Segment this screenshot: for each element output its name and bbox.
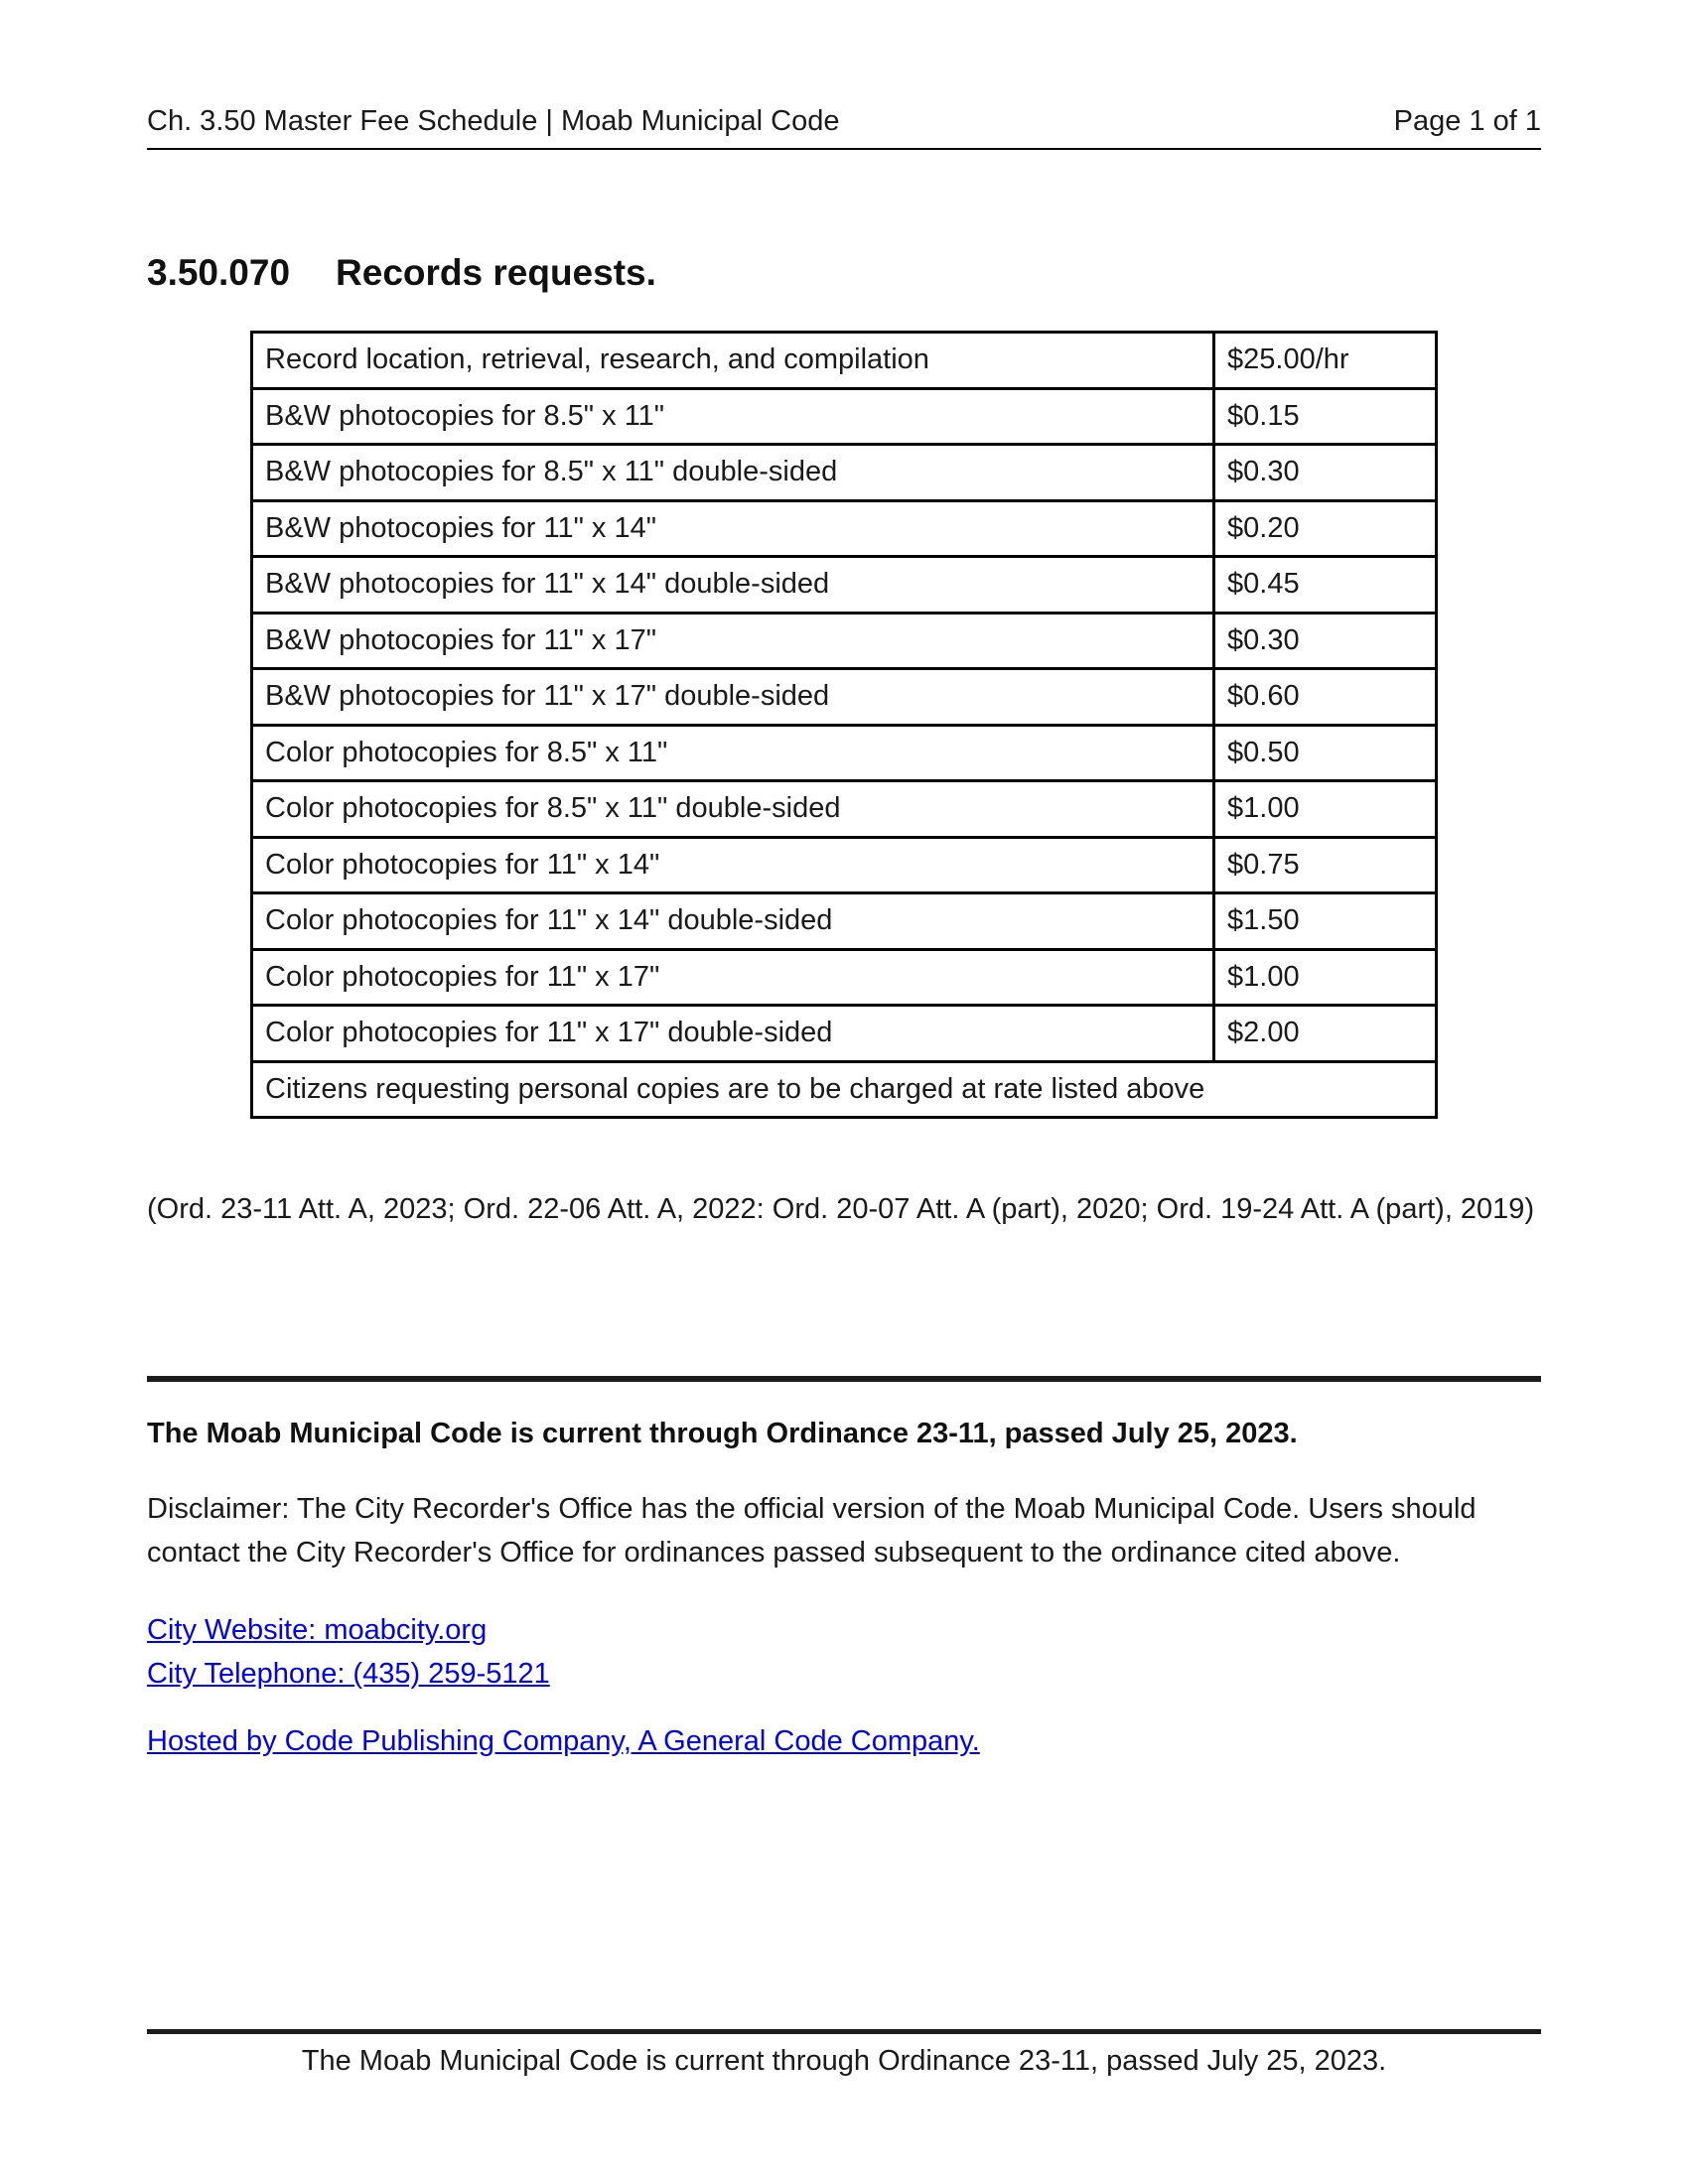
fee-amount-cell: $0.60 — [1214, 669, 1437, 726]
section-title — [147, 252, 656, 294]
code-publishing-link[interactable]: Hosted by Code Publishing Company, A General Code Company. — [147, 1725, 980, 1757]
hosted-by — [147, 1725, 980, 1758]
fee-amount-cell: $25.00/hr — [1214, 333, 1437, 389]
section-number: 3.50.070 — [147, 252, 291, 293]
table-row — [252, 500, 1437, 557]
table-row — [252, 669, 1437, 726]
table-row — [252, 949, 1437, 1006]
fee-amount-cell: $0.50 — [1214, 725, 1437, 781]
city-telephone-link[interactable]: City Telephone: (435) 259-5121 — [147, 1658, 550, 1690]
table-row — [252, 388, 1437, 445]
fee-item-cell: Color photocopies for 11" x 17" — [252, 949, 1214, 1006]
city-website-link[interactable]: City Website: moabcity.org — [147, 1614, 488, 1646]
footer-statement: The Moab Municipal Code is current through Ordinance 23-11, passed July 25, 2023. — [301, 2045, 1387, 2077]
header-divider — [147, 148, 1541, 150]
table-row — [252, 837, 1437, 893]
ordinance-history: (Ord. 23-11 Att. A, 2023; Ord. 22-06 Att. A, 2022: Ord. 20-07 Att. A (part), 2020; Ord. 19-24 Att. A (part), 2019) — [147, 1193, 1535, 1225]
table-row — [252, 1006, 1437, 1062]
table-row — [252, 1061, 1437, 1118]
fee-amount-cell: $0.45 — [1214, 557, 1437, 614]
fee-amount-cell: $0.30 — [1214, 613, 1437, 669]
fee-item-cell: Color photocopies for 8.5" x 11" — [252, 725, 1214, 781]
running-header — [147, 105, 1541, 138]
fee-amount-cell: $2.00 — [1214, 1006, 1437, 1062]
table-row — [252, 557, 1437, 614]
table-row — [252, 781, 1437, 838]
fee-amount-cell: $1.00 — [1214, 949, 1437, 1006]
fee-item-cell: Color photocopies for 11" x 17" double-sided — [252, 1006, 1214, 1062]
fee-amount-cell: $0.20 — [1214, 500, 1437, 557]
table-row — [252, 893, 1437, 950]
contact-links — [147, 1608, 550, 1696]
table-row — [252, 445, 1437, 501]
table-row — [252, 333, 1437, 389]
fee-amount-cell: $1.00 — [1214, 781, 1437, 838]
fee-item-cell: Color photocopies for 11" x 14" double-sided — [252, 893, 1214, 950]
fee-item-cell: B&W photocopies for 8.5" x 11" double-sided — [252, 445, 1214, 501]
page-number: Page 1 of 1 — [1393, 105, 1541, 137]
fee-amount-cell: $0.75 — [1214, 837, 1437, 893]
fee-amount-cell: $1.50 — [1214, 893, 1437, 950]
table-row — [252, 725, 1437, 781]
disclaimer-paragraph: Disclaimer: The City Recorder's Office has the official version of the Moab Municipal Code. Users should contact the City Recorder's Office for ordinances passed subsequent to the ordinance cited above. — [147, 1493, 1477, 1569]
fee-item-cell: B&W photocopies for 11" x 14" — [252, 500, 1214, 557]
fee-item-cell: B&W photocopies for 11" x 14" double-sided — [252, 557, 1214, 614]
fee-item-cell: Citizens requesting personal copies are to be charged at rate listed above — [252, 1061, 1437, 1118]
current-through-statement: The Moab Municipal Code is current through Ordinance 23-11, passed July 25, 2023. — [147, 1418, 1298, 1449]
fee-item-cell: Color photocopies for 11" x 14" — [252, 837, 1214, 893]
header-title: Ch. 3.50 Master Fee Schedule | Moab Municipal Code — [147, 105, 840, 137]
fee-item-cell: B&W photocopies for 8.5" x 11" — [252, 388, 1214, 445]
section-heading: Records requests. — [336, 252, 656, 293]
fee-amount-cell: $0.30 — [1214, 445, 1437, 501]
fee-item-cell: B&W photocopies for 11" x 17" — [252, 613, 1214, 669]
table-row — [252, 613, 1437, 669]
fee-item-cell: Color photocopies for 8.5" x 11" double-sided — [252, 781, 1214, 838]
fee-item-cell: B&W photocopies for 11" x 17" double-sided — [252, 669, 1214, 726]
fee-table-body — [252, 333, 1437, 1118]
fee-amount-cell: $0.15 — [1214, 388, 1437, 445]
footer-divider — [147, 2029, 1541, 2034]
fee-schedule-table — [250, 331, 1438, 1119]
fee-item-cell: Record location, retrieval, research, and compilation — [252, 333, 1214, 389]
section-separator-rule — [147, 1376, 1541, 1382]
